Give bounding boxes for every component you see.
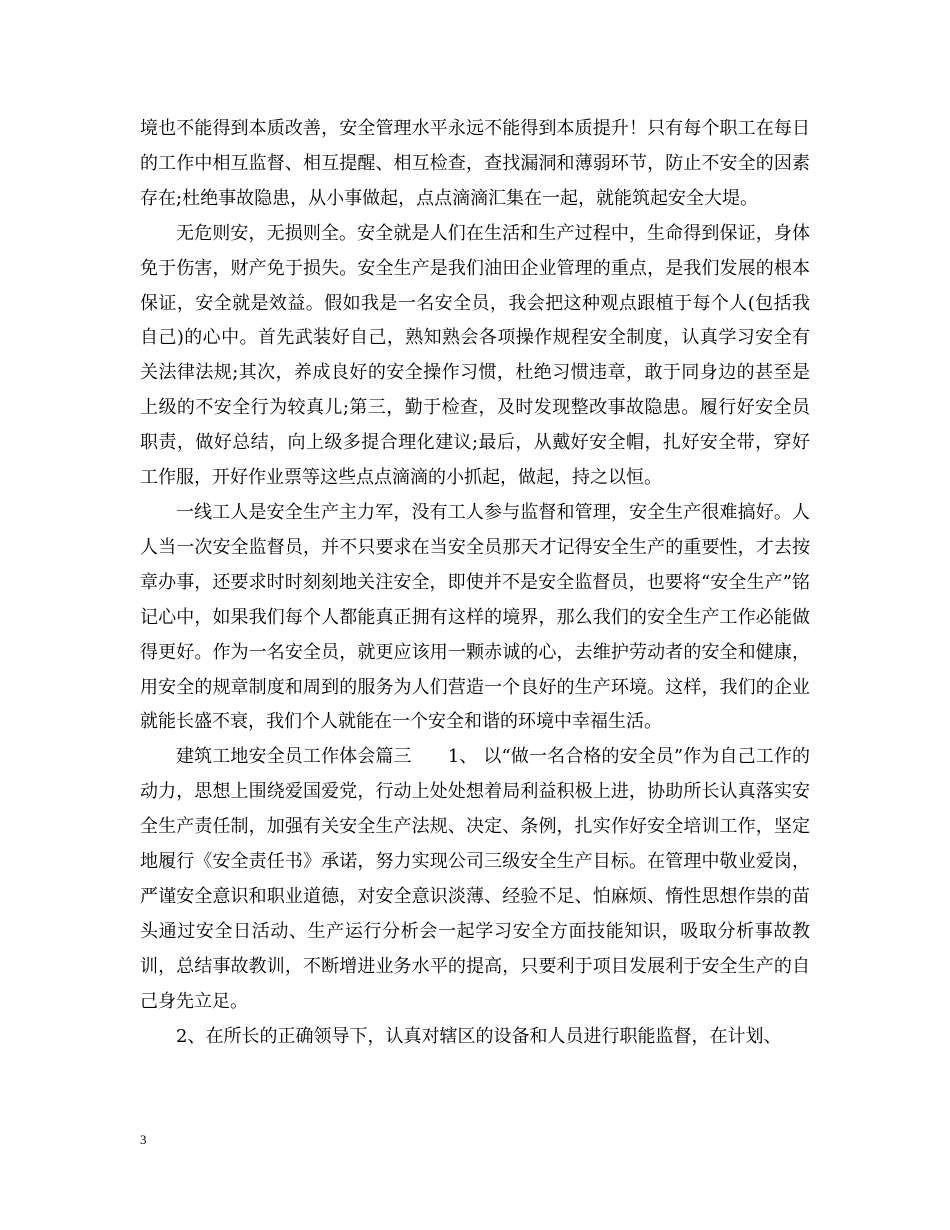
body-text (140, 112, 810, 1054)
paragraph-2: 无危则安，无损则全。安全就是人们在生活和生产过程中，生命得到保证，身体免于伤害，财产免于损失。安全生产是我们油田企业管理的重点，是我们发展的根本保证，安全就是效益。假如我是一名安全员，我会把这种观点跟植于每个人(包括我自己)的心中。首先武装好自己，熟知熟会各项操作规程安全制度，认真学习安全有关法律法规;其次，养成良好的安全操作习惯，杜绝习惯违章，敢于同身边的甚至是上级的不安全行为较真儿;第三，勤于检查，及时发现整改事故隐患。履行好安全员职责，做好总结，向上级多提合理化建议;最后，从戴好安全帽，扎好安全带，穿好工作服，开好作业票等这些点点滴滴的小抓起，做起，持之以恒。 (140, 222, 810, 489)
page-number: 3 (140, 1132, 147, 1147)
paragraph-3: 一线工人是安全生产主力军，没有工人参与监督和管理，安全生产很难搞好。人人当一次安全监督员，并不只要求在当安全员那天才记得安全生产的重要性，才去按章办事，还要求时时刻刻地关注安全，即使并不是安全监督员，也要将“安全生产”铭记心中，如果我们每个人都能真正拥有这样的境界，那么我们的安全生产工作必能做得更好。作为一名安全员，就更应该用一颗赤诚的心，去维护劳动者的安全和健康，用安全的规章制度和周到的服务为人们营造一个良好的生产环境。这样，我们的企业就能长盛不衰，我们个人就能在一个安全和谐的环境中幸福生活。 (140, 501, 810, 733)
paragraph-1: 境也不能得到本质改善，安全管理水平永远不能得到本质提升！只有每个职工在每日的工作中相互监督、相互提醒、相互检查，查找漏洞和薄弱环节，防止不安全的因素存在;杜绝事故隐患，从小事做起，点点滴滴汇集在一起，就能筑起安全大堤。 (140, 118, 810, 209)
paragraph-4: 建筑工地安全员工作体会篇三 1、 以“做一名合格的安全员”作为自己工作的动力，思想上围绕爱国爱党，行动上处处想着局利益积极上进，协助所长认真落实安全生产责任制，加强有关安全生产法规、决定、条例，扎实作好安全培训工作，坚定地履行《安全责任书》承诺，努力实现公司三级安全生产目标。在管理中敬业爱岗，严谨安全意识和职业道德，对安全意识淡薄、经验不足、怕麻烦、惰性思想作祟的苗头通过安全日活动、生产运行分析会一起学习安全方面技能知识，吸取分析事故教训，总结事故教训，不断增进业务水平的提高，只要利于项目发展利于安全生产的自己身先立足。 (140, 746, 810, 1012)
paragraph-5: 2、在所长的正确领导下，认真对辖区的设备和人员进行职能监督，在计划、 (176, 1025, 782, 1047)
